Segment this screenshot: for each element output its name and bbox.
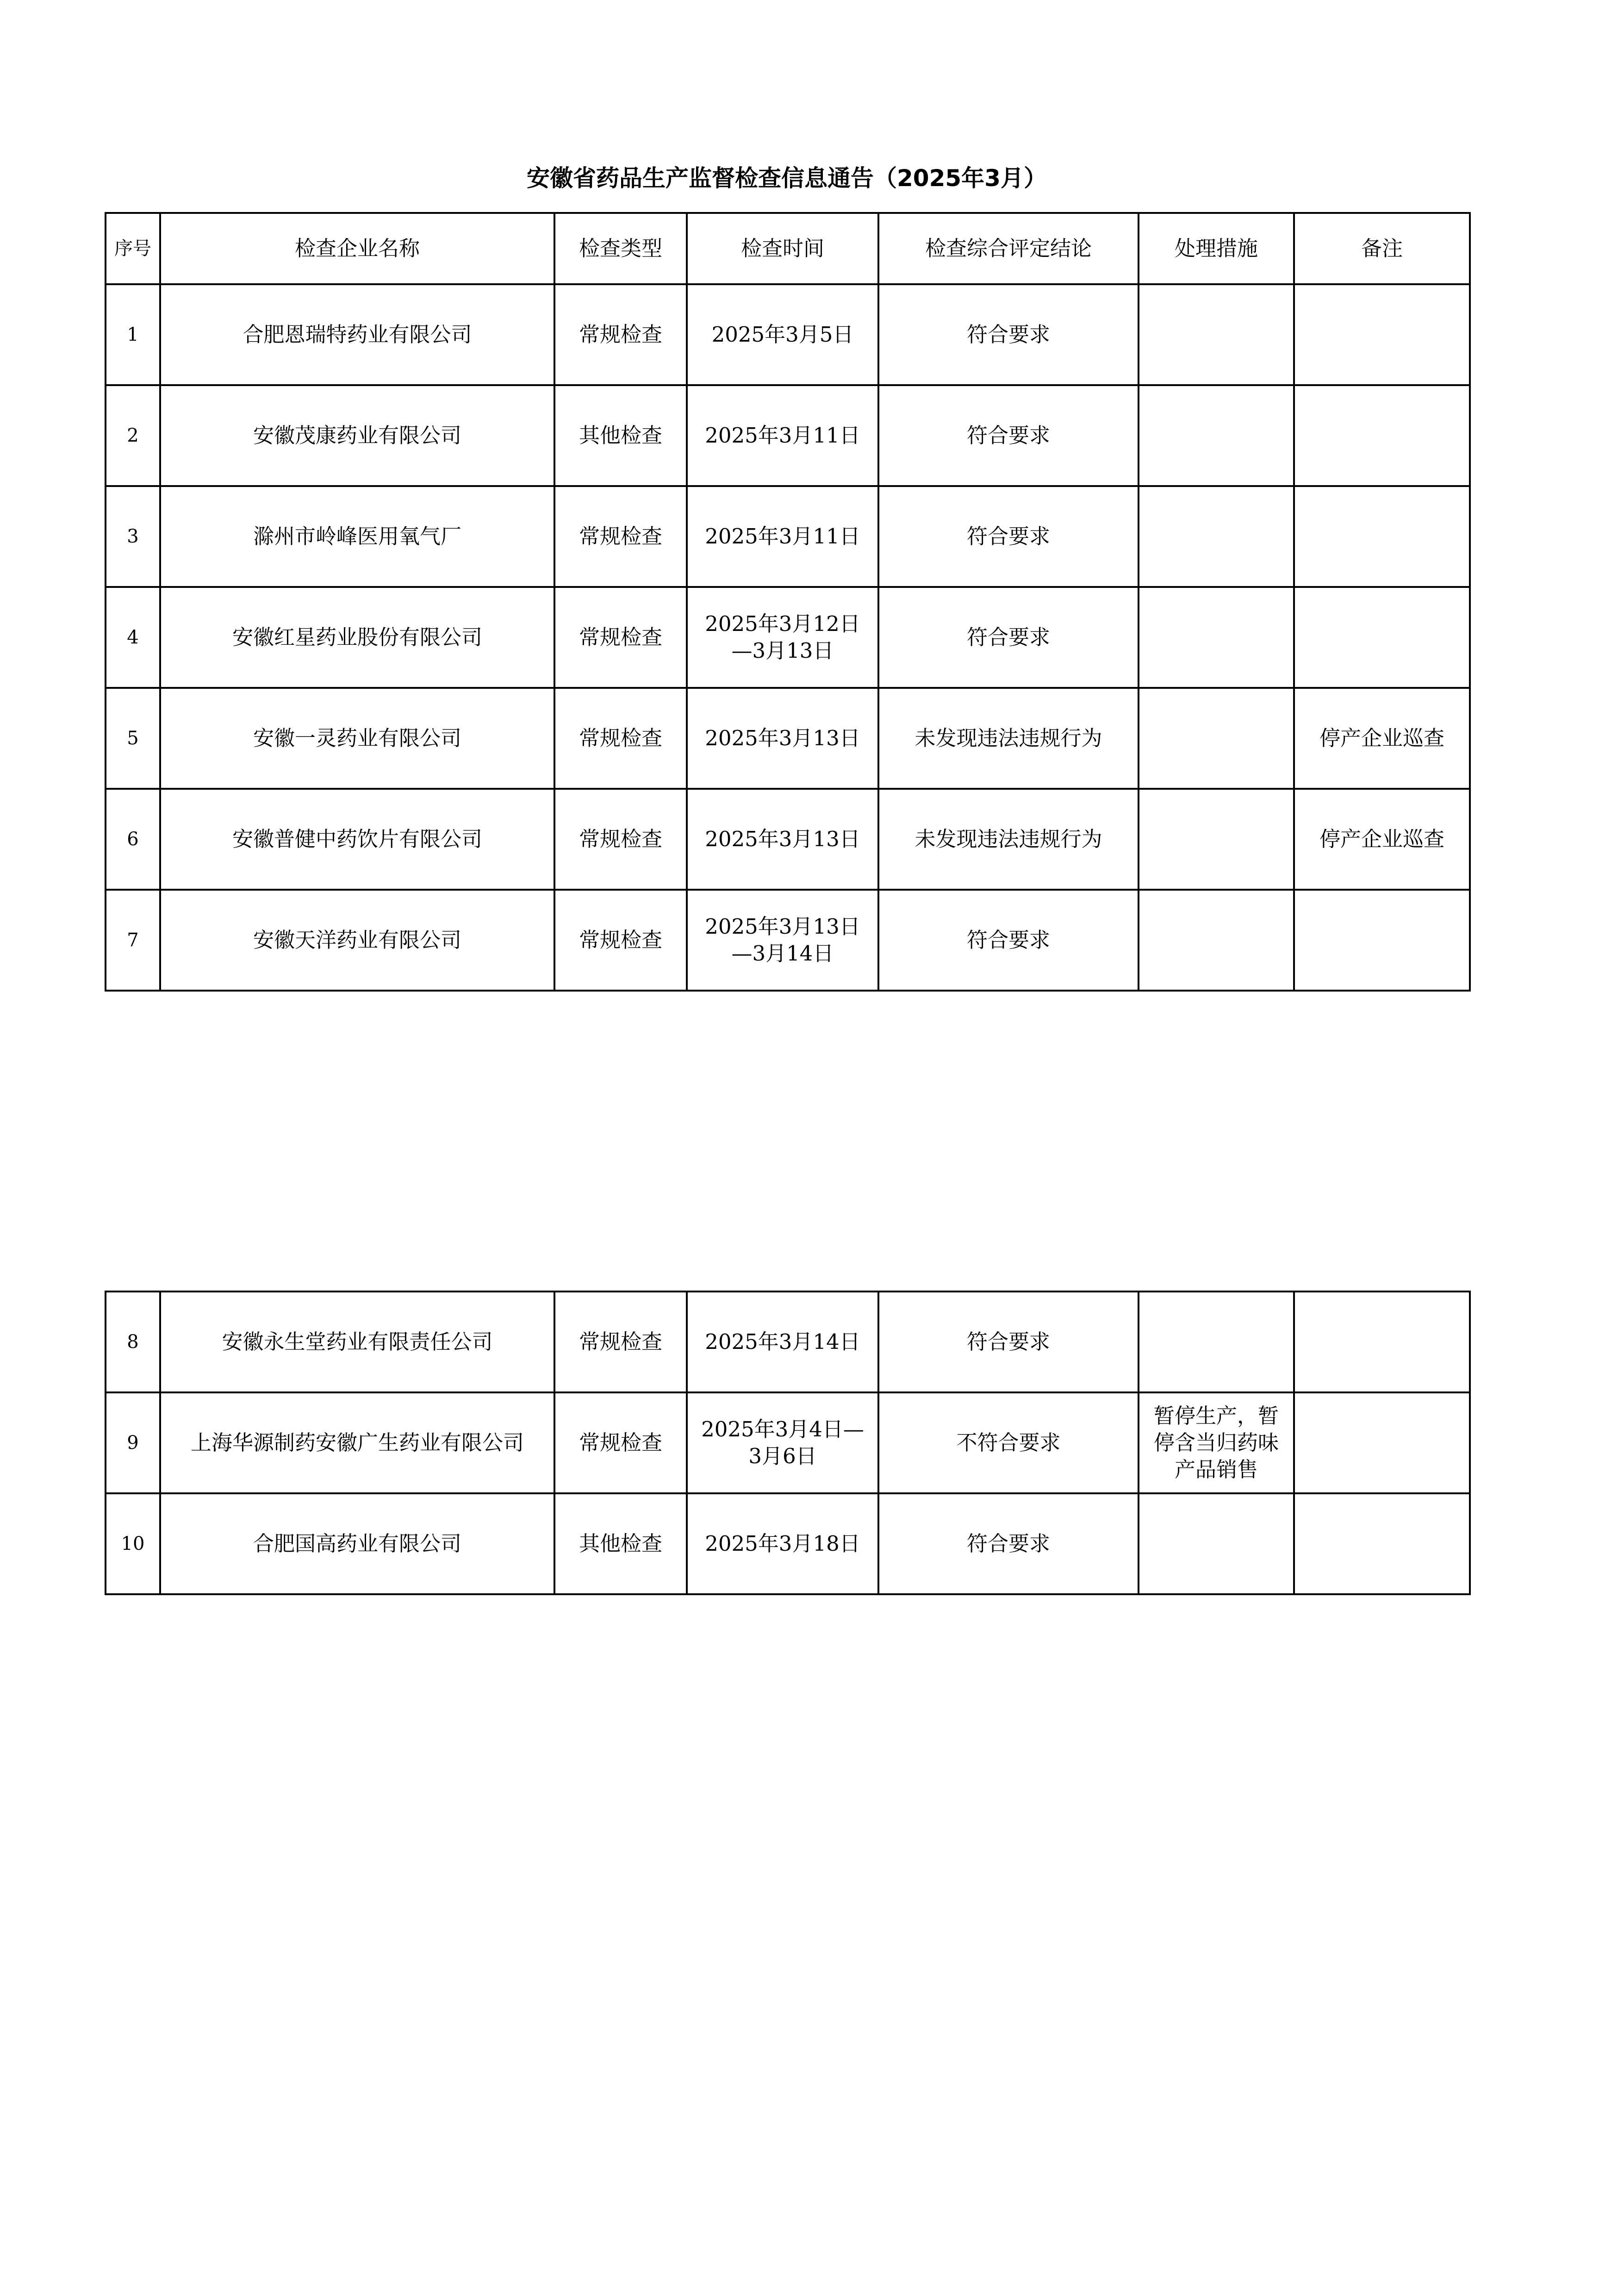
cell-type: 常规检查 [554,789,687,890]
header-seq: 序号 [106,213,160,284]
cell-company: 合肥国高药业有限公司 [160,1493,554,1594]
cell-seq: 7 [106,890,160,991]
cell-conclusion: 符合要求 [878,1292,1139,1392]
cell-measures [1139,284,1294,385]
cell-remarks [1294,587,1470,688]
cell-measures [1139,486,1294,587]
cell-company: 安徽普健中药饮片有限公司 [160,789,554,890]
cell-conclusion: 不符合要求 [878,1392,1139,1493]
cell-remarks [1294,385,1470,486]
cell-type: 常规检查 [554,1392,687,1493]
cell-seq: 4 [106,587,160,688]
table-row [106,284,1470,385]
cell-remarks [1294,486,1470,587]
header-remarks: 备注 [1294,213,1470,284]
cell-time: 2025年3月11日 [687,486,878,587]
cell-conclusion: 符合要求 [878,385,1139,486]
cell-type: 常规检查 [554,486,687,587]
table-row [106,486,1470,587]
cell-remarks [1294,284,1470,385]
cell-type: 常规检查 [554,688,687,789]
cell-company: 上海华源制药安徽广生药业有限公司 [160,1392,554,1493]
cell-seq: 6 [106,789,160,890]
cell-time: 2025年3月13日 [687,789,878,890]
cell-remarks [1294,1292,1470,1392]
cell-type: 常规检查 [554,1292,687,1392]
cell-remarks [1294,1493,1470,1594]
header-row [106,213,1470,284]
table-row [106,587,1470,688]
cell-conclusion: 符合要求 [878,587,1139,688]
cell-company: 安徽红星药业股份有限公司 [160,587,554,688]
header-type: 检查类型 [554,213,687,284]
cell-seq: 3 [106,486,160,587]
cell-time: 2025年3月4日—3月6日 [687,1392,878,1493]
table-row [106,1292,1470,1392]
cell-measures [1139,1292,1294,1392]
cell-seq: 10 [106,1493,160,1594]
table-row [106,1392,1470,1493]
cell-measures [1139,587,1294,688]
cell-seq: 1 [106,284,160,385]
cell-time: 2025年3月14日 [687,1292,878,1392]
cell-conclusion: 符合要求 [878,486,1139,587]
cell-seq: 8 [106,1292,160,1392]
cell-measures: 暂停生产，暂停含当归药味产品销售 [1139,1392,1294,1493]
header-time: 检查时间 [687,213,878,284]
cell-company: 合肥恩瑞特药业有限公司 [160,284,554,385]
cell-measures [1139,1493,1294,1594]
table-row [106,890,1470,991]
cell-company: 安徽茂康药业有限公司 [160,385,554,486]
cell-company: 安徽一灵药业有限公司 [160,688,554,789]
table-row [106,688,1470,789]
page-title: 安徽省药品生产监督检查信息通告（2025年3月） [527,165,1047,192]
header-company: 检查企业名称 [160,213,554,284]
cell-company: 滁州市岭峰医用氧气厂 [160,486,554,587]
table-row [106,789,1470,890]
cell-conclusion: 符合要求 [878,284,1139,385]
cell-type: 其他检查 [554,385,687,486]
cell-time: 2025年3月12日—3月13日 [687,587,878,688]
inspection-table [105,212,1471,992]
cell-type: 其他检查 [554,1493,687,1594]
cell-seq: 9 [106,1392,160,1493]
cell-remarks: 停产企业巡查 [1294,789,1470,890]
cell-remarks [1294,1392,1470,1493]
header-conclusion: 检查综合评定结论 [878,213,1139,284]
cell-time: 2025年3月13日—3月14日 [687,890,878,991]
cell-time: 2025年3月18日 [687,1493,878,1594]
header-measures: 处理措施 [1139,213,1294,284]
cell-type: 常规检查 [554,284,687,385]
cell-conclusion: 符合要求 [878,890,1139,991]
cell-conclusion: 未发现违法违规行为 [878,789,1139,890]
cell-measures [1139,688,1294,789]
table-row [106,1493,1470,1594]
cell-company: 安徽永生堂药业有限责任公司 [160,1292,554,1392]
cell-time: 2025年3月11日 [687,385,878,486]
cell-time: 2025年3月13日 [687,688,878,789]
cell-measures [1139,890,1294,991]
cell-remarks: 停产企业巡查 [1294,688,1470,789]
cell-measures [1139,789,1294,890]
cell-conclusion: 未发现违法违规行为 [878,688,1139,789]
cell-type: 常规检查 [554,587,687,688]
cell-time: 2025年3月5日 [687,284,878,385]
cell-conclusion: 符合要求 [878,1493,1139,1594]
table-row [106,385,1470,486]
cell-seq: 2 [106,385,160,486]
cell-remarks [1294,890,1470,991]
cell-company: 安徽天洋药业有限公司 [160,890,554,991]
cell-measures [1139,385,1294,486]
cell-seq: 5 [106,688,160,789]
cell-type: 常规检查 [554,890,687,991]
inspection-table-continued [105,1291,1471,1595]
